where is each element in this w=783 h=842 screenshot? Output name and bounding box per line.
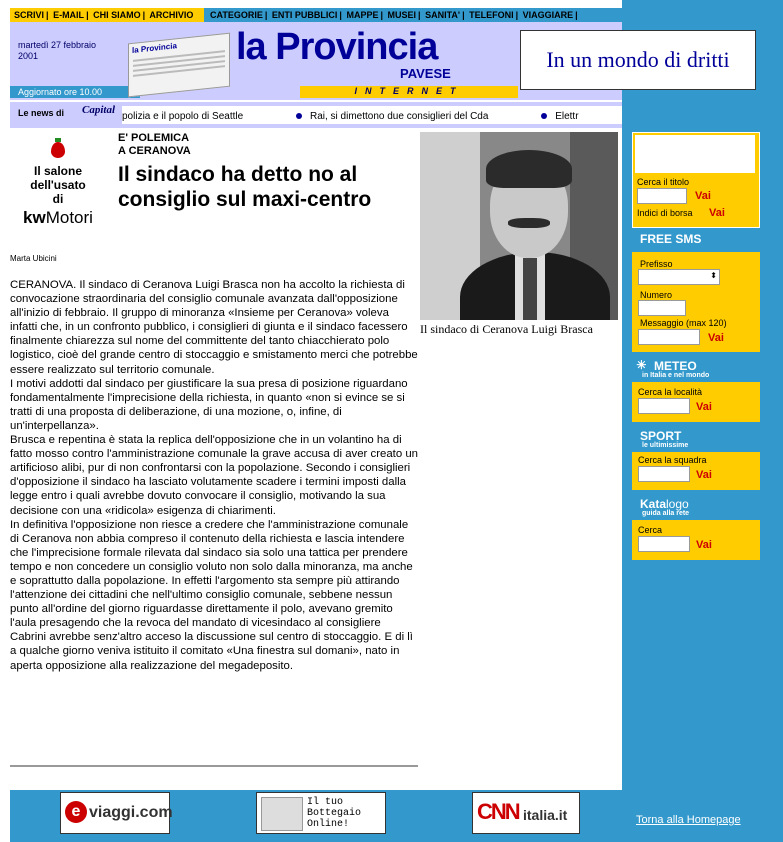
eviaggi-icon: e — [65, 801, 87, 823]
kwmotori-logo: kwMotori — [23, 208, 93, 227]
ticker-items[interactable] — [122, 106, 622, 124]
ticker-item[interactable]: Rai, si dimettono due consiglieri del Cda — [296, 106, 488, 122]
label: Cerca — [638, 525, 663, 535]
ad-line: di — [52, 192, 64, 206]
prefisso-select[interactable] — [638, 269, 720, 285]
meteo-header: ☀ METEO in Italia e nel mondo — [632, 356, 760, 382]
homepage-link[interactable]: Torna alla Homepage — [636, 814, 741, 826]
nav-chi-siamo[interactable]: CHI SIAMO — [93, 10, 141, 20]
label: Numero — [640, 290, 673, 300]
title-search-input[interactable] — [637, 188, 687, 204]
search-title-widget — [632, 132, 760, 228]
article-paragraph: I motivi addotti dal sindaco per giustificare la sua presa di posizione riguardano fondamentalmente l'imprecisione della richiesta, in quanto «non si evince se si tratti di una proposta di deliberazione, di una mozione, o, infine, di un'interpellanza». — [10, 377, 408, 432]
site-logo-sub: PAVESE — [400, 66, 451, 81]
vai-button[interactable]: Vai — [696, 469, 712, 481]
article-headline: Il sindaco ha detto no al consiglio sul maxi-centro — [118, 163, 372, 211]
vai-button[interactable]: Vai — [695, 190, 711, 202]
sport-widget — [632, 452, 760, 490]
date — [18, 40, 118, 62]
sun-icon: ☀ — [636, 358, 647, 372]
nav-email[interactable]: E-MAIL — [53, 10, 85, 20]
salone-usato-ad[interactable] — [10, 140, 106, 228]
sport-header: SPORT le ultimissime — [632, 426, 760, 452]
eviaggi-ad[interactable] — [60, 792, 173, 834]
ticker-item[interactable]: polizia e il popolo di Seattle — [122, 111, 244, 122]
nav-scrivi[interactable]: SCRIVI — [14, 10, 45, 20]
top-navigation: SCRIVI | E-MAIL | CHI SIAMO | ARCHIVIO CATEGORIE | ENTI PUBBLICI | MAPPE | MUSEI | SANITA' | TELEFONI | VIAGGIARE | — [10, 8, 622, 22]
katalogo-widget — [632, 520, 760, 560]
meteo-widget — [632, 382, 760, 422]
banner-ad[interactable]: In un mondo di dritti — [520, 30, 756, 90]
photo-caption: Il sindaco di Ceranova Luigi Brasca — [420, 322, 593, 336]
squadra-input[interactable] — [638, 466, 690, 482]
divider — [10, 765, 418, 767]
vai-button[interactable]: Vai — [709, 207, 725, 219]
bottegaio-ad[interactable] — [256, 792, 386, 834]
nav-archivio[interactable]: ARCHIVIO — [149, 10, 194, 20]
vai-button[interactable]: Vai — [708, 332, 724, 344]
nav-musei[interactable]: MUSEI — [387, 10, 417, 20]
label: Messaggio (max 120) — [640, 318, 727, 328]
cnn-italia-ad[interactable] — [472, 792, 580, 834]
katalogo-input[interactable] — [638, 536, 690, 552]
strawberry-icon — [51, 142, 65, 158]
label: Cerca la località — [638, 387, 703, 397]
localita-input[interactable] — [638, 398, 690, 414]
nav-telefoni[interactable]: TELEFONI — [469, 10, 514, 20]
messaggio-input[interactable] — [638, 329, 700, 345]
capital-logo: Capital — [82, 104, 116, 116]
bottegaio-label: Il tuo Bottegaio Online! — [307, 797, 362, 830]
blank-ad — [635, 135, 755, 173]
date-year: 2001 — [18, 51, 39, 61]
vai-button[interactable]: Vai — [696, 401, 712, 413]
label: Cerca la squadra — [638, 455, 707, 465]
chevron-down-icon: ⬍ — [710, 271, 717, 280]
nav-categorie[interactable]: CATEGORIE — [210, 10, 263, 20]
nav-mappe[interactable]: MAPPE — [346, 10, 379, 20]
bottegaio-icon — [261, 797, 303, 831]
free-sms-header: FREE SMS — [632, 228, 760, 250]
bullet-icon — [296, 113, 302, 119]
cnn-logo: CNN — [477, 799, 519, 824]
article-paragraph: In definitiva l'opposizione non riesce a credere che l'amministrazione comunale di Ceranova non abbia compreso il contenuto della richiesta e lascia intendere che l'imprecisione formale rilevata dal sindaco sia solo una tattica per prendere tempo e non concedere un consiglio voluto non solo dalla minoranza, ma anche e soprattutto dalla popolazione. In effetti l'argomento sta sempre più attirando l'attenzione dei cittadini che nell'ultimo consiglio comunale, sebbene nessun punto all'ordine del giorno riguardasse direttamente il polo, avevano gremito l'aula presagendo che la revoca del mandato di vicesindaco al consigliere Cabrini avrebbe senz'altro acceso la discussione sul centro di stoccaggio. E di lì a qualche giorno veniva istituito il comitato «Una finestra sul domani», nato in aperta opposizione alla realizzazione del megadeposito. — [10, 518, 413, 672]
katalogo-header: Katalogo guida alla rete — [632, 494, 760, 520]
label: Prefisso — [640, 259, 673, 269]
numero-input[interactable] — [638, 300, 686, 316]
news-ticker — [10, 102, 622, 128]
internet-banner: INTERNET — [300, 86, 518, 98]
ad-line: Il salone — [33, 164, 83, 178]
article-body — [10, 278, 418, 673]
vai-button[interactable]: Vai — [696, 539, 712, 551]
borsa-link[interactable]: Indici di borsa — [637, 208, 693, 218]
article-paragraph: Brusca e repentina è stata la replica dell'opposizione che in un volantino ha di fatto mosso contro l'amministrazione comunale la grave accusa di aver creato un artificioso alibi, pur di non confrontarsi con la popolazione. Secondo i consiglieri d'opposizione il sindaco ha lasciato volutamente scadere i termini imposti dalla legge entro i quali avrebbe dovuto convocare il consiglio, motivando la sua decisione con una «ridicola» esigenza di chiarimenti. — [10, 434, 419, 517]
label: Cerca il titolo — [637, 177, 690, 187]
ad-line: dell'usato — [30, 178, 86, 192]
ticker-item[interactable]: Elettr — [541, 106, 578, 122]
site-logo[interactable]: la Provincia — [236, 26, 438, 68]
ticker-label: Le news di — [18, 108, 65, 118]
nav-sanita[interactable]: SANITA' — [425, 10, 461, 20]
bullet-icon — [541, 113, 547, 119]
nav-enti-pubblici[interactable]: ENTI PUBBLICI — [271, 10, 338, 20]
updated-time: Aggiornato ore 10.00 — [10, 86, 140, 98]
article-author: Marta Ubicini — [10, 254, 57, 263]
article-photo — [420, 132, 618, 320]
article-kicker: E' POLEMICA A CERANOVA — [118, 132, 191, 157]
sms-widget — [632, 252, 760, 352]
cnn-label: italia.it — [523, 807, 568, 823]
date-line: martedì 27 febbraio — [18, 40, 97, 50]
nav-viaggiare[interactable]: VIAGGIARE — [522, 10, 574, 20]
newspaper-title: la Provincia — [132, 41, 177, 55]
eviaggi-label: viaggi.com — [89, 804, 173, 821]
newspaper-image — [128, 33, 230, 98]
article-paragraph: CERANOVA. Il sindaco di Ceranova Luigi Brasca non ha accolto la richiesta di convocazione straordinaria del consiglio comunale avanzata dall'opposizione all'inizio di febbraio. Il gruppo di minoranza «Insieme per Ceranova» voleva infatti che, in un confronto pubblico, i consiglieri di giunta e il sindaco facessero finalmente chiarezza sul nome del committente del tanto chiacchierato polo logistico, cioè del grande centro di stoccaggio e smistamento merci che potrebbe essere realizzato sul territorio comunale. — [10, 279, 418, 376]
